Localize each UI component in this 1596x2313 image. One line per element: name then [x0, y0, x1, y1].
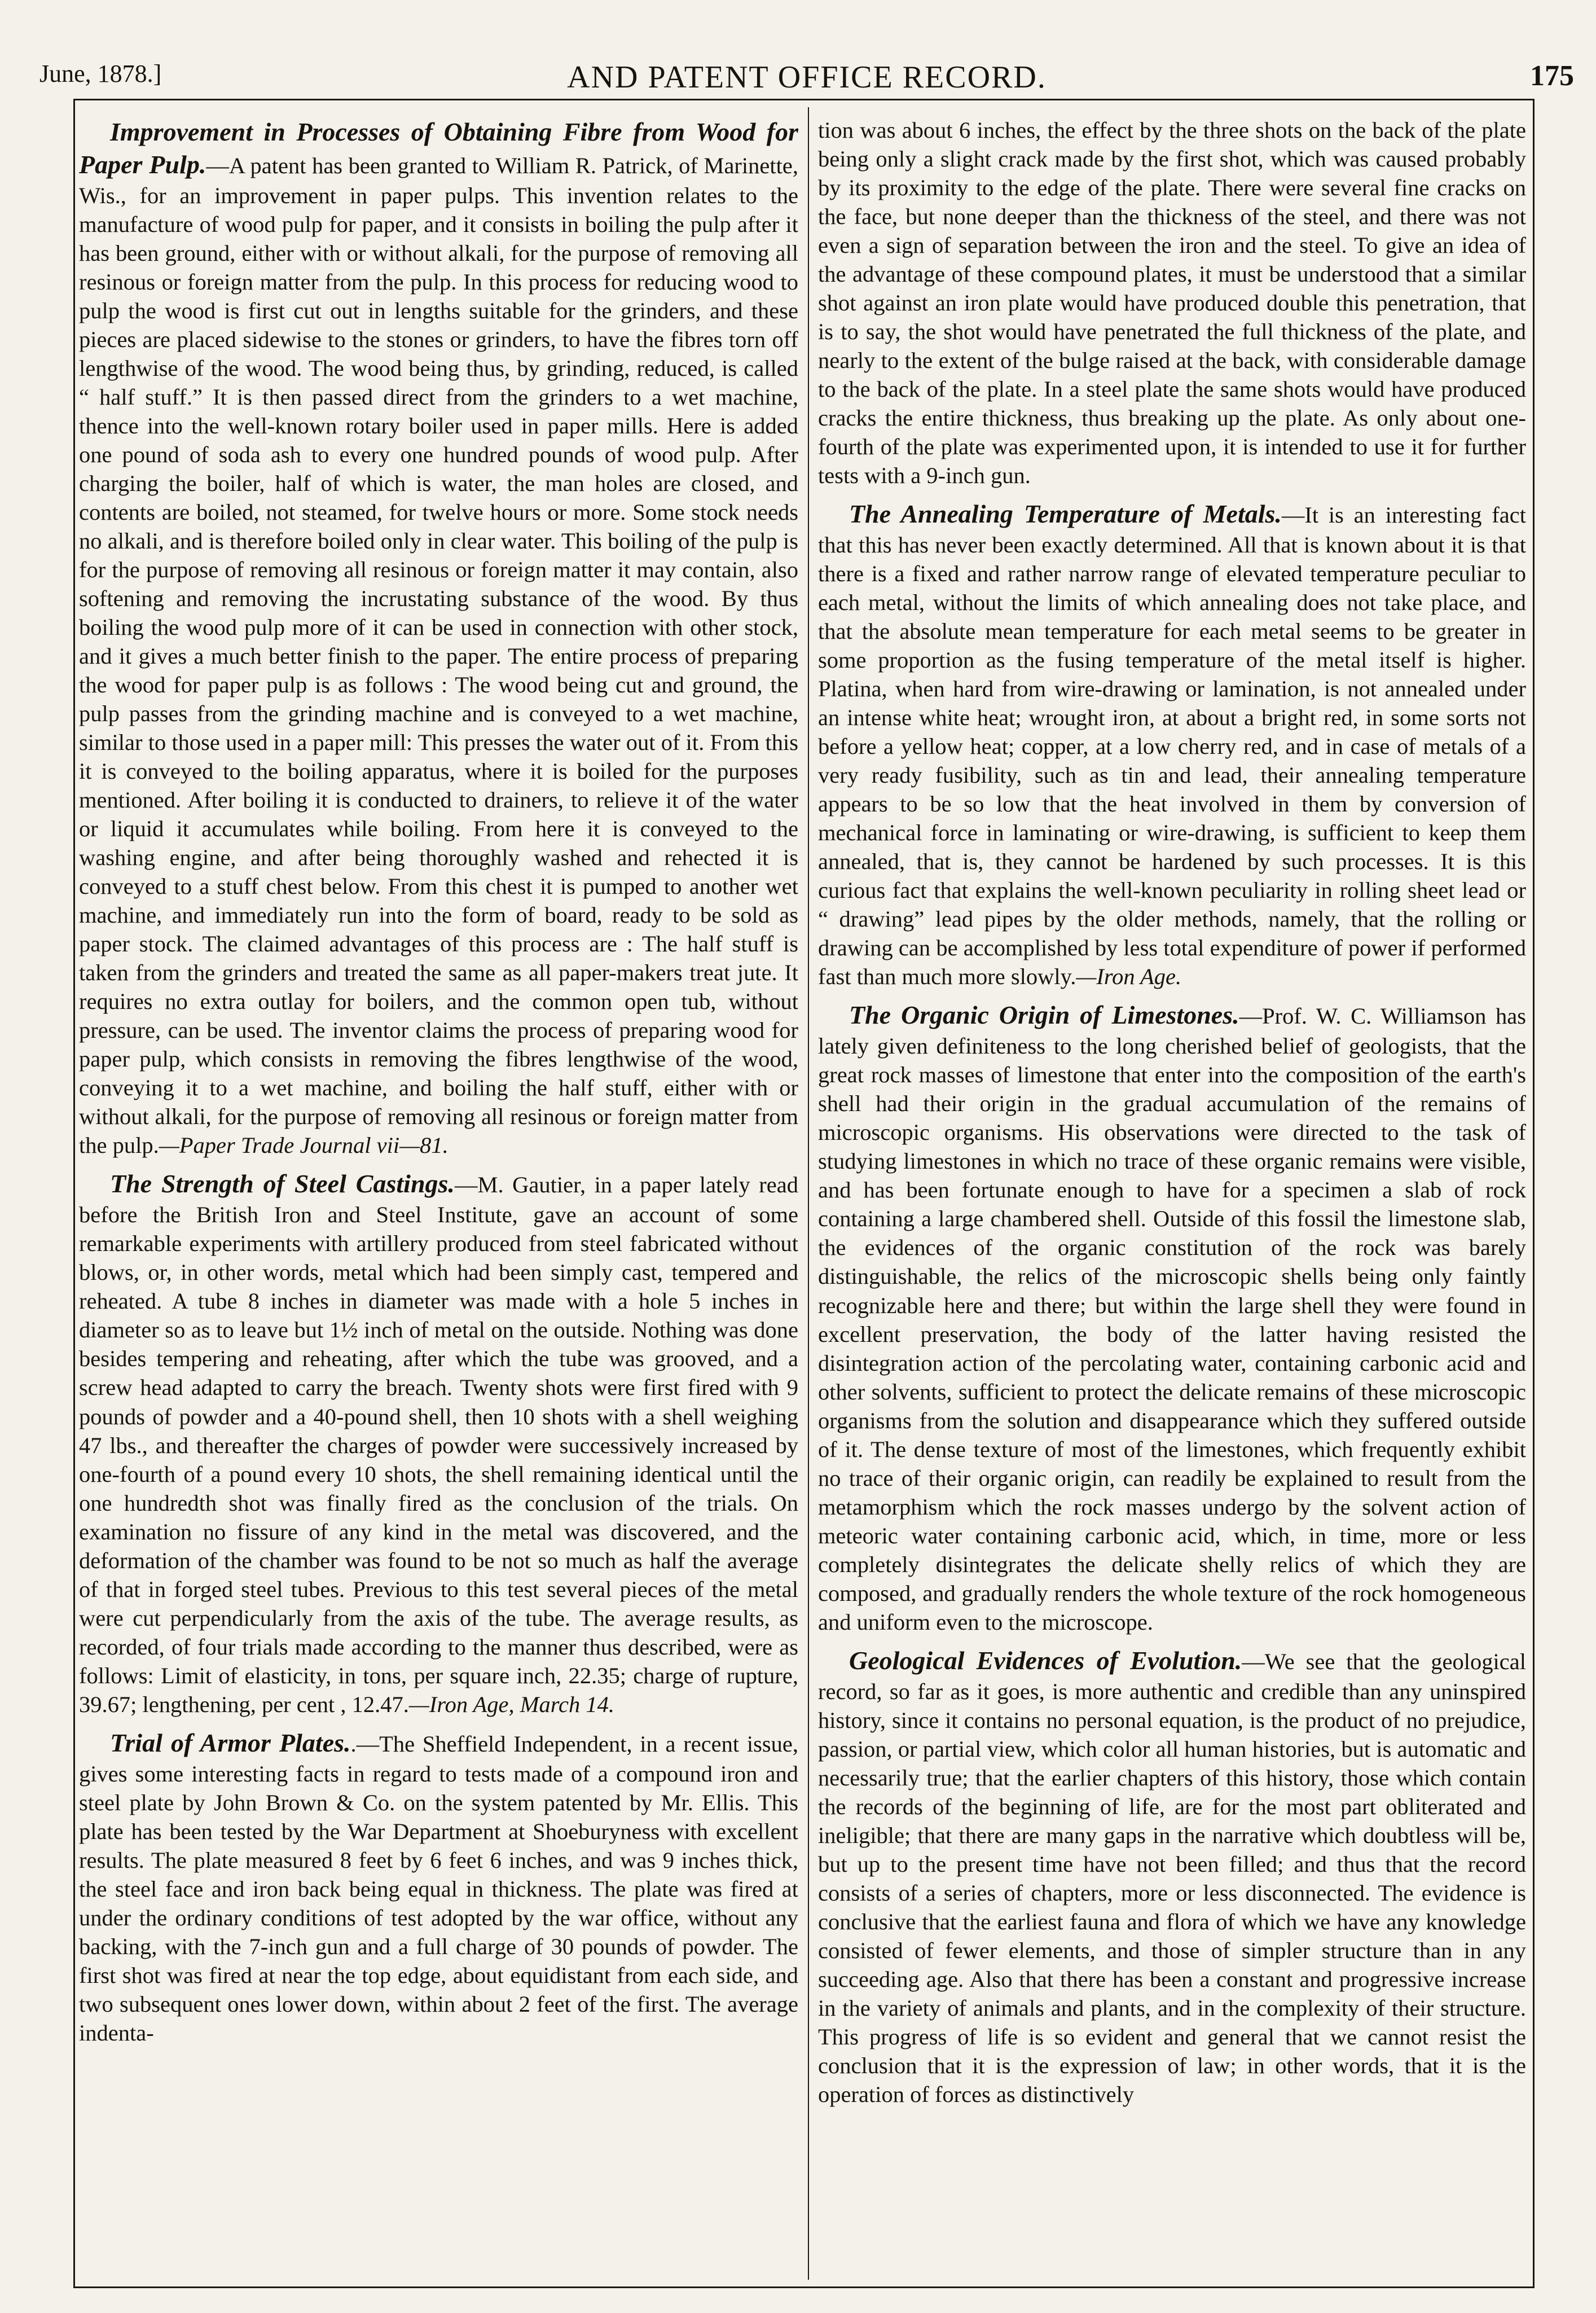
article-body: —Prof. W. C. Williamson has lately given definiteness to the long cherished belief of geologists, that the great rock masses of limestone that enter into the composition of the earth's shell had their origin in the gradual accumulation of the remains of microscopic organisms. His observations were directed to the task of studying limestones in which no trace of these organic remains were visible, and has been fortunate enough to have for a specimen a slab of rock containing a large chambered shell. Outside of this fossil the limestone slab, the evidences of the organic constitution of the rock was barely distinguishable, the relics of the microscopic shells being only faintly recognizable here and there; but within the large shell they were found in excellent preservation, the body of the latter having resisted the disintegration action of the percolating water, containing carbonic acid and other solvents, sufficient to protect the delicate remains of these microscopic organisms from the solution and disappearance which they suffered outside of it. The dense texture of most of the limestones, which frequently exhibit no trace of their organic origin, can readily be explained to result from the metamorphism which the rock masses undergo by the solvent action of meteoric water containing carbonic acid, which, in time, more or less completely disintegrates the delicate shelly relics of which they are composed, and gradually renders the whole texture of the rock homogeneous and uniform even to the microscope. — [818, 1003, 1526, 1635]
article-armor-plates-continued — [818, 116, 1526, 490]
issue-date: June, 1878.] — [39, 60, 162, 87]
article-title: The Annealing Temperature of Metals. — [849, 499, 1282, 529]
article-title: The Strength of Steel Castings. — [110, 1169, 455, 1199]
article-body: tion was about 6 inches, the effect by the three shots on the back of the plate being only a slight crack made by the first shot, which was caused probably by its proximity to the edge of the plate. There were several fine cracks on the face, but none deeper than the thickness of the steel, and there was not even a sign of separation between the iron and the steel. To give an idea of the advantage of these compound plates, it must be understood that a similar shot against an iron plate would have produced double this penetration, that is to say, the shot would have penetrated the full thickness of the plate, and nearly to the extent of the bulge raised at the back, with considerable damage to the back of the plate. In a steel plate the same shots would have produced cracks the entire thickness, thus breaking up the plate. As only about one-fourth of the plate was experimented upon, it is intended to use it for further tests with a 9-inch gun. — [818, 117, 1526, 489]
article-body: —M. Gautier, in a paper lately read before the British Iron and Steel Institute, gave an account of some remarkable experiments with artillery produced from steel fabricated without blows, or, in other words, metal which had been simply cast, tempered and reheated. A tube 8 inches in diameter was made with a hole 5 inches in diameter so as to leave but 1½ inch of metal on the outside. Nothing was done besides tempering and reheating, after which the tube was grooved, and a screw head adapted to carry the breach. Twenty shots were first fired with 9 pounds of powder and a 40-pound shell, then 10 shots with a shell weighing 47 lbs., and thereafter the charges of powder were successively increased by one-fourth of a pound every 10 shots, the shell remaining identical until the one hundredth shot was finally fired as the conclusion of the trials. On examination no fissure of any kind in the metal was discovered, and the deformation of the chamber was found to be not so much as half the average of that in forged steel tubes. Previous to this test several pieces of the metal were cut perpendicularly from the axis of the tube. The average results, as recorded, of four trials made according to the manner thus described, were as follows: Limit of elasticity, in tons, per square inch, 22.35; charge of rupture, 39.67; lengthening, per cent , 12.47. — [79, 1172, 798, 1717]
article-title: Improvement in Processes of Obtaining Fibre from Wood for Paper Pulp. — [79, 117, 798, 179]
article-title: Geological Evidences of Evolution. — [849, 1645, 1242, 1675]
article-title: The Organic Origin of Limestones. — [849, 1000, 1239, 1030]
article-organic-limestones — [818, 999, 1526, 1636]
article-source: —Iron Age, March 14. — [408, 1691, 614, 1717]
article-paper-pulp — [79, 116, 798, 1160]
running-title: AND PATENT OFFICE RECORD. — [567, 60, 1047, 95]
left-column — [79, 116, 798, 2277]
article-source: —Iron Age. — [1076, 964, 1182, 990]
article-steel-castings — [79, 1168, 798, 1718]
article-annealing-temperature — [818, 498, 1526, 991]
page-header — [39, 54, 1574, 104]
article-body: —It is an interesting fact that this has never been exactly determined. All that is known about it is that there is a fixed and rather narrow range of elevated temperature peculiar to each metal, without the limits of which annealing does not take place, and that the absolute mean temperature for each metal seems to be greater in some proportion as the fusing temperature of the metal itself is higher. Platina, when hard from wire-drawing or lamination, is not annealed under an intense white heat; wrought iron, at about a bright red, in some sorts not before a yellow heat; copper, at a low cherry red, and in case of metals of a very ready fusibility, such as tin and lead, their annealing temperature appears to be so low that the heat involved in them by conversion of mechanical force in laminating or wire-drawing, is sufficient to keep them annealed, that is, they cannot be hardened by such processes. It is this curious fact that explains the well-known peculiarity in rolling sheet lead or “ drawing” lead pipes by the older methods, namely, that the rolling or drawing can be accomplished by less total expenditure of power if performed fast than much more slowly. — [818, 502, 1526, 990]
article-title: Trial of Armor Plates. — [110, 1728, 351, 1757]
article-body: .—The Sheffield Independent, in a recent issue, gives some interesting facts in regard to tests made of a compound iron and steel plate by John Brown & Co. on the system patented by Mr. Ellis. This plate has been tested by the War Department at Shoeburyness with excellent results. The plate measured 8 feet by 6 feet 6 inches, and was 9 inches thick, the steel face and iron back being equal in thickness. The plate was fired at under the ordinary conditions of test adopted by the war office, without any backing, with the 7-inch gun and a full charge of 30 pounds of powder. The first shot was fired at near the top edge, about equidistant from each side, and two subsequent ones lower down, within about 2 feet of the first. The average indenta- — [79, 1731, 798, 2046]
right-column — [818, 116, 1526, 2277]
article-geological-evolution — [818, 1644, 1526, 2109]
article-armor-plates — [79, 1727, 798, 2047]
article-body: —A patent has been granted to William R. Patrick, of Marinette, Wis., for an improvement in paper pulps. This invention relates to the manufacture of wood pulp for paper, and it consists in boiling the pulp after it has been ground, either with or without alkali, for the purpose of removing all resinous or foreign matter from the pulp. In this process for reducing wood to pulp the wood is first cut out in lengths suitable for the grinders, and these pieces are placed sidewise to the stones or grinders, to have the fibres torn off lengthwise of the wood. The wood being thus, by grinding, reduced, is called “ half stuff.” It is then passed direct from the grinders to a wet machine, thence into the well-known rotary boiler used in paper mills. Here is added one pound of soda ash to every one hundred pounds of wood pulp. After charging the boiler, half of which is water, the man holes are closed, and contents are boiled, not steamed, for twelve hours or more. Some stock needs no alkali, and is therefore boiled only in clear water. This boiling of the pulp is for the purpose of removing all resinous or foreign matter it may contain, also softening and removing the incrustating substance of the wood. By thus boiling the wood pulp more of it can be used in connection with other stock, and it gives a much better finish to the paper. The entire process of preparing the wood for paper pulp is as follows : The wood being cut and ground, the pulp passes from the grinding machine and is conveyed to a wet machine, similar to those used in a paper mill: This presses the water out of it. From this it is conveyed to the boiling apparatus, where it is boiled for the purposes mentioned. After boiling it is conducted to drainers, to relieve it of the water or liquid it accumulates while boiling. From here it is conveyed to the washing engine, and after being thoroughly washed and rehected it is conveyed to a stuff chest below. From this chest it is pumped to another wet machine, and immediately run into the form of board, ready to be sold as paper stock. The claimed advantages of this process are : The half stuff is taken from the grinders and treated the same as all paper-makers treat jute. It requires no extra outlay for boilers, and the common open tub, without pressure, can be used. The inventor claims the process of preparing wood for paper pulp, which consists in removing the fibres lengthwise of the wood, conveying it to a wet machine, and boiling the half stuff, either with or without alkali, for the purpose of removing all resinous or foreign matter from the pulp. — [79, 152, 798, 1158]
article-body: —We see that the geological record, so far as it goes, is more authentic and credible than any uninspired history, since it contains no personal equation, is the product of no prejudice, passion, or partial view, which color all human histories, but is automatic and necessarily true; that the earlier chapters of this history, those which contain the records of the beginning of life, are for the most part obliterated and ineligible; that there are many gaps in the narrative which doubtless will be, but up to the present time have not been filled; and thus that the record consists of a series of chapters, more or less disconnected. The evidence is conclusive that the earliest fauna and flora of which we have any knowledge consisted of fewer elements, and those of simpler structure than in any succeeding age. Also that there has been a constant and progressive increase in the variety of animals and plants, and in the complexity of their structure. This progress of life is so evident and general that we cannot resist the conclusion that it is the expression of law; in other words, that it is the operation of forces as distinctively — [818, 1648, 1526, 2107]
column-divider — [808, 107, 809, 2280]
article-source: —Paper Trade Journal vii—81. — [159, 1133, 449, 1158]
page-number: 175 — [1530, 60, 1574, 92]
